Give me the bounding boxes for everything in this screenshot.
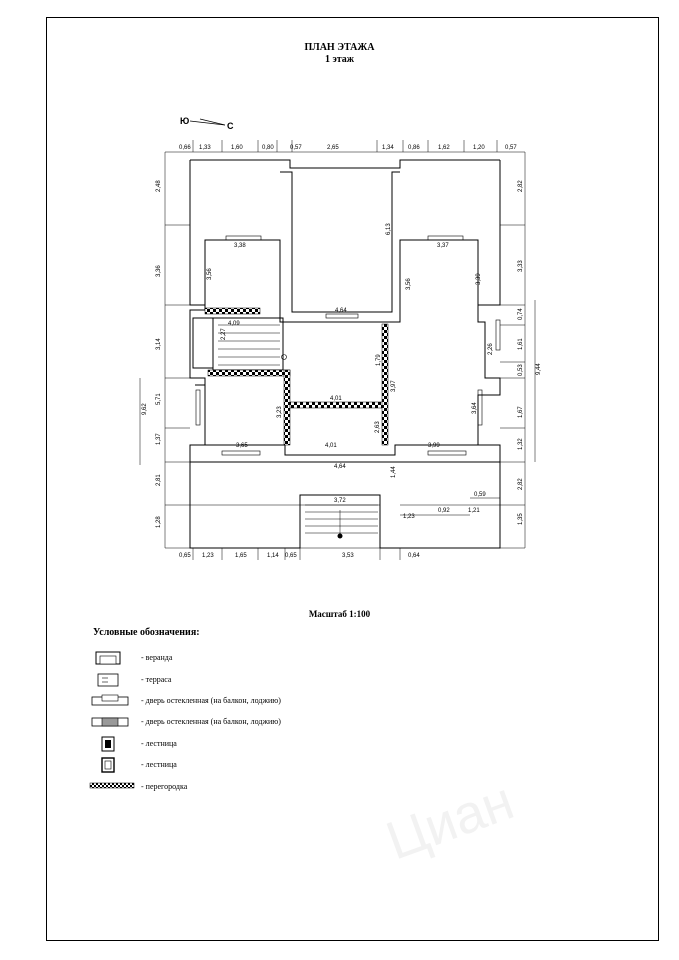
dim-inner-13: 3,23 — [277, 406, 283, 418]
dim-right-0: 2,82 — [518, 180, 524, 192]
dim-inner-8: 2,27 — [221, 328, 227, 340]
building-walls — [190, 160, 500, 548]
terrace-icon — [88, 672, 128, 688]
dim-bottom-2: 1,65 — [235, 553, 247, 559]
dim-bottom-0: 0,65 — [179, 553, 191, 559]
dim-top-1: 1,33 — [199, 145, 211, 151]
dim-right-7: 2,82 — [518, 478, 524, 490]
legend-label: - лестница — [141, 739, 177, 748]
watermark: Циан — [378, 770, 522, 872]
compass-south: Ю — [180, 116, 190, 126]
dim-left-7: 9,62 — [142, 403, 148, 415]
dim-right-4: 0,53 — [518, 364, 524, 376]
dim-left-4: 1,37 — [156, 433, 162, 445]
dim-inner-22: 0,59 — [474, 492, 486, 498]
compass-north: С — [227, 121, 234, 131]
dim-top-4: 0,57 — [290, 145, 302, 151]
dim-top-2: 1,60 — [231, 145, 243, 151]
legend-item-stair-2 — [88, 757, 348, 775]
legend-label: - дверь остекленная (на балкон, лоджию) — [141, 717, 281, 726]
legend-item-partition — [88, 779, 348, 797]
legend-item-terrace — [88, 672, 348, 690]
dim-inner-15: 3,64 — [472, 402, 478, 414]
legend-item-stair-1 — [88, 736, 348, 754]
dim-bottom-6: 0,64 — [408, 553, 420, 559]
dim-inner-11: 3,97 — [391, 380, 397, 392]
dim-right-3: 1,61 — [518, 338, 524, 350]
legend-item-veranda — [88, 650, 348, 668]
dim-right-2: 0,74 — [518, 308, 524, 320]
dim-top-10: 0,57 — [505, 145, 517, 151]
dim-right-1: 3,33 — [518, 260, 524, 272]
legend-item-glass-door-1 — [88, 693, 348, 711]
dim-bottom-3: 1,14 — [267, 553, 279, 559]
dim-inner-12: 4,01 — [330, 396, 342, 402]
partition-walls — [205, 308, 388, 445]
dim-top-6: 1,34 — [382, 145, 394, 151]
legend-item-glass-door-2 — [88, 714, 348, 732]
dim-inner-9: 2,26 — [488, 343, 494, 355]
dim-left-6: 1,28 — [156, 516, 162, 528]
dim-top-0: 0,66 — [179, 145, 191, 151]
dim-inner-24: 0,92 — [438, 508, 450, 514]
legend-label: - перегородка — [141, 782, 188, 791]
legend-title: Условные обозначения: — [93, 627, 200, 638]
dim-inner-3: 6,13 — [386, 223, 392, 235]
legend-label: - лестница — [141, 760, 177, 769]
entrance-marker-icon — [338, 534, 343, 539]
dim-inner-14: 2,63 — [375, 421, 381, 433]
dim-inner-16: 4,01 — [325, 443, 337, 449]
stair-icon — [88, 757, 128, 773]
dim-inner-20: 1,44 — [391, 466, 397, 478]
plan-title: ПЛАН ЭТАЖА — [304, 42, 375, 53]
scale-label: Масштаб 1:100 — [308, 609, 371, 619]
dim-right-5: 1,67 — [518, 406, 524, 418]
dim-bottom-1: 1,23 — [202, 553, 214, 559]
dim-inner-6: 3,37 — [437, 243, 449, 249]
dim-top-5: 2,65 — [327, 145, 339, 151]
dim-top-7: 0,86 — [408, 145, 420, 151]
dim-inner-4: 4,64 — [335, 308, 347, 314]
dim-inner-1: 3,56 — [207, 268, 213, 280]
window-marks — [196, 236, 500, 455]
dim-left-1: 3,36 — [156, 265, 162, 277]
dimension-labels — [142, 145, 542, 559]
compass-arrow-icon — [190, 119, 225, 125]
partition-icon — [88, 779, 138, 795]
dim-inner-7: 3,39 — [476, 273, 482, 285]
plan-subtitle: 1 этаж — [324, 54, 355, 65]
stair-icon — [218, 325, 378, 535]
dim-inner-17: 3,65 — [236, 443, 248, 449]
dim-top-3: 0,80 — [262, 145, 274, 151]
dim-bottom-4: 0,65 — [285, 553, 297, 559]
dim-left-2: 3,14 — [156, 338, 162, 350]
dim-inner-21: 3,72 — [334, 498, 346, 504]
dim-inner-5: 3,56 — [406, 278, 412, 290]
dim-inner-23: 1,23 — [403, 514, 415, 520]
glass-door-icon — [88, 693, 132, 709]
dim-inner-0: 3,38 — [234, 243, 246, 249]
dim-inner-19: 4,64 — [334, 464, 346, 470]
stair-icon — [88, 736, 128, 752]
dim-right-8: 1,35 — [518, 513, 524, 525]
dim-inner-18: 3,99 — [428, 443, 440, 449]
dim-inner-2: 4,09 — [228, 321, 240, 327]
dim-right-9: 9,44 — [536, 363, 542, 375]
dim-left-0: 2,48 — [156, 180, 162, 192]
dim-left-3: 5,71 — [156, 393, 162, 405]
dim-top-8: 1,62 — [438, 145, 450, 151]
dim-right-6: 1,32 — [518, 438, 524, 450]
dim-inner-10: 1,79 — [376, 354, 382, 366]
veranda-icon — [88, 650, 128, 666]
dim-inner-25: 1,21 — [468, 508, 480, 514]
dim-top-9: 1,20 — [473, 145, 485, 151]
legend-label: - терраса — [141, 675, 172, 684]
glass-door-icon — [88, 714, 132, 730]
legend-label: - дверь остекленная (на балкон, лоджию) — [141, 696, 281, 705]
legend-label: - веранда — [141, 653, 173, 662]
dim-left-5: 2,81 — [156, 474, 162, 486]
stair-post-icon — [282, 355, 287, 360]
dim-bottom-5: 3,53 — [342, 553, 354, 559]
